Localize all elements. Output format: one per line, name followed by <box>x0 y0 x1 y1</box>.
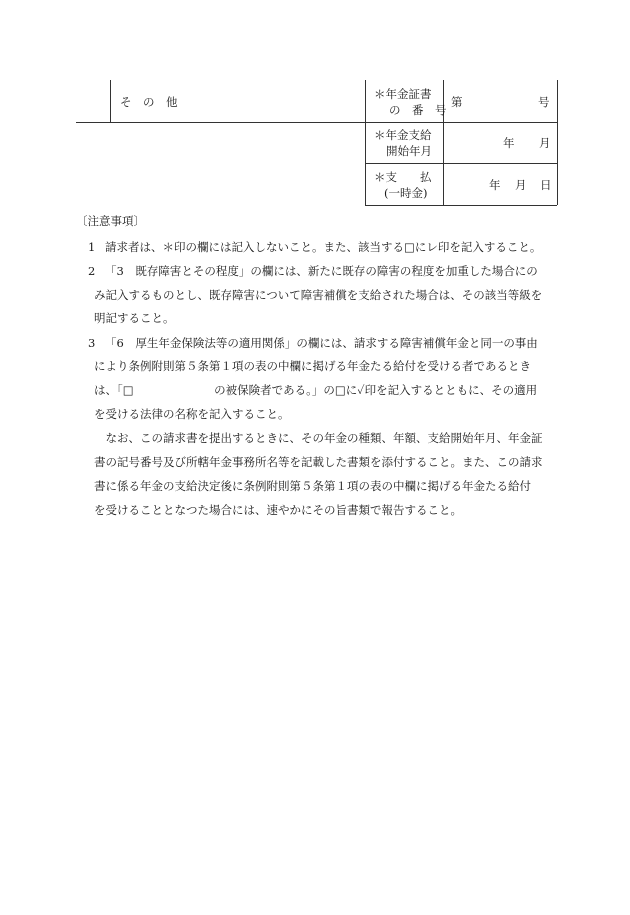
cert-number-prefix: 第 <box>451 95 463 109</box>
pension-start-label: ＊年金支給 <box>374 128 432 142</box>
table-rule <box>557 80 558 205</box>
note-line: 請求者は、＊印の欄には記入しないこと。また、該当する□にレ印を記入すること。 <box>105 240 542 254</box>
note-line: 「3 既存障害とその程度」の欄には、新たに既存の障害の程度を加重した場合にの <box>105 264 538 278</box>
payment-year-unit: 年 <box>489 178 501 192</box>
note-line: 書に係る年金の支給決定後に条例附則第５条第１項の表の中欄に掲げる年金たる給付 <box>94 479 531 493</box>
start-month-unit: 月 <box>539 136 551 150</box>
note-number: 1 <box>88 240 96 254</box>
note-number: 2 <box>88 264 96 278</box>
pension-cert-number-label: ＊年金証書 <box>374 87 432 101</box>
table-rule <box>443 80 444 205</box>
payment-label-2: (一時金) <box>384 186 428 200</box>
start-year-unit: 年 <box>503 136 515 150</box>
table-rule <box>365 163 557 164</box>
notes-heading: 〔注意事項〕 <box>76 214 145 228</box>
note-line: 「6 厚生年金保険法等の適用関係」の欄には、請求する障害補償年金と同一の事由 <box>105 336 538 350</box>
note-line: を受ける法律の名称を記入すること。 <box>94 407 290 421</box>
note-line: は、「□ の被保険者である。」の□に✓印を記入するとともに、その適用 <box>94 383 538 397</box>
table-rule <box>76 122 557 123</box>
note-line: により条例附則第５条第１項の表の中欄に掲げる年金たる給付を受ける者であるとき <box>94 359 531 373</box>
payment-month-unit: 月 <box>515 178 527 192</box>
note-number: 3 <box>88 336 96 350</box>
note-line: 書の記号番号及び所轄年金事務所名等を記載した書類を添付すること。また、この請求 <box>94 455 543 469</box>
cert-number-suffix: 号 <box>538 95 550 109</box>
table-rule <box>365 205 557 206</box>
pension-cert-number-label-2: の 番 号 <box>389 103 447 117</box>
note-line: み記入するものとし、既存障害について障害補償を支給された場合は、その該当等級を <box>94 288 543 302</box>
pension-start-label-2: 開始年月 <box>386 144 432 158</box>
note-line: 明記すること。 <box>94 311 175 325</box>
other-label: そ の 他 <box>120 95 178 109</box>
payment-day-unit: 日 <box>540 178 552 192</box>
note-line: なお、この請求書を提出するときに、その年金の種類、年額、支給開始年月、年金証 <box>94 431 543 445</box>
payment-label: ＊支 払 <box>374 170 432 184</box>
table-rule <box>365 80 366 205</box>
table-rule <box>110 80 111 122</box>
note-line: を受けることとなつた場合には、速やかにその旨書類で報告すること。 <box>94 503 462 517</box>
